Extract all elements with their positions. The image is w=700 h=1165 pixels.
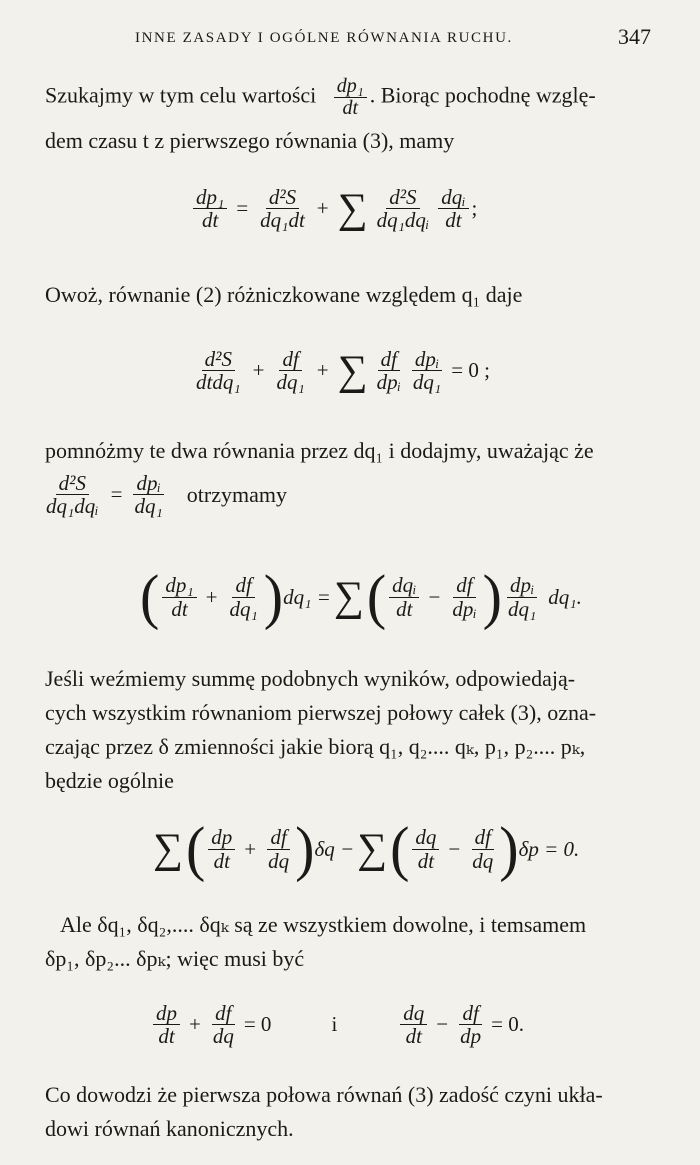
denominator: dt [342,97,359,119]
paragraph-line-8: czając przez δ zmienności jakie biorą q₁, q₂.... qₖ, p₁, p₂.... pₖ, [45,734,586,759]
plus-sign: + [316,358,329,383]
denominator: dtdq₁ [196,370,241,395]
fraction [410,348,444,393]
fraction [193,186,227,231]
denominator: dq₁dqᵢ [46,494,99,519]
summation-sign: ∑ [357,826,388,872]
fraction [43,472,102,517]
equals-sign: = [110,482,123,507]
denominator: dt [171,596,188,621]
numerator: df [212,1002,234,1025]
denominator: dp [460,1024,482,1049]
numerator: df [279,348,301,371]
equation-c [40,472,287,517]
numerator: df [459,1002,481,1025]
numerator: df [453,574,475,597]
numerator: df [378,348,400,371]
numerator: dq [400,1002,427,1025]
text-fragment: . Biorąc pochodnę wzglę- [369,82,596,108]
fraction [208,826,235,871]
equation-rhs: = 0. [491,1012,524,1037]
summation-sign: ∑ [337,347,368,394]
fraction [438,186,468,231]
numerator: d²S [266,186,299,209]
minus-sign: − [428,584,441,609]
paragraph-line-6: Jeśli weźmiemy summę podobnych wyników, odpowiedają- [45,666,576,691]
equation-e [150,814,580,883]
denominator: dq₁ [276,370,305,395]
numerator: dp₁ [193,186,227,209]
denominator: dt [213,848,230,873]
fraction [457,1002,484,1047]
plus-sign: + [189,1012,201,1037]
right-paren: ) [482,562,502,631]
running-header: INNE ZASADY I OGÓLNE RÓWNANIA RUCHU. [135,30,513,46]
fraction [412,826,439,871]
plus-sign: + [205,584,218,609]
fraction-dp1-dt [334,76,367,119]
summation-sign: ∑ [333,574,364,620]
denominator: dt [405,1024,422,1049]
paragraph-line-10: Ale δq₁, δq₂,.... δqₖ są ze wszystkiem dowolne, i temsamem [60,912,587,937]
numerator: dpᵢ [133,472,163,495]
punctuation: ; [471,196,478,221]
denominator: dq [212,1024,234,1049]
fraction [469,826,496,871]
minus-sign: − [436,1012,449,1037]
fraction [273,348,307,393]
page-number: 347 [618,24,651,49]
right-paren: ) [263,562,284,631]
fraction [265,826,292,871]
numerator: d²S [202,348,235,371]
equation-middle: δq − [314,836,355,861]
numerator: dqᵢ [438,186,468,209]
denominator: dq₁ [507,596,537,621]
equation-b [190,348,490,393]
fraction [400,1002,427,1047]
denominator: dq [268,848,290,873]
denominator: dpᵢ [376,370,401,395]
denominator: dq₁ [134,494,163,519]
numerator: dp₁ [162,574,196,597]
numerator: dpᵢ [412,348,442,371]
denominator: dpᵢ [452,596,477,621]
fraction [193,348,244,393]
numerator: df [267,826,289,849]
denominator: dt [396,596,413,621]
paragraph-line-9: będzie ogólnie [45,768,174,793]
paragraph-line-4: pomnóżmy te dwa równania przez dq₁ i dodajmy, uważając że [45,438,594,463]
denominator: dq₁ [412,370,442,395]
fraction [374,348,404,393]
fraction [449,574,479,619]
bleed-through-text [170,4,175,21]
paragraph-line-12: Co dowodzi że pierwsza połowa równań (3) zadość czyni ukła- [45,1082,603,1107]
numerator: df [472,826,494,849]
equals-sign: = [236,196,249,221]
denominator: dt [417,848,435,873]
denominator: dt [201,208,219,233]
conjunction: i [331,1012,338,1037]
numerator: d²S [56,472,89,495]
equation-tail: dq₁. [548,584,582,609]
equation-a [190,186,477,231]
numerator: dqᵢ [389,574,419,597]
numerator: d²S [386,186,419,209]
summation-sign: ∑ [153,826,183,872]
paragraph-line-1 [45,76,596,119]
text-fragment: Szukajmy w tym celu wartości [45,82,317,108]
fraction [505,574,539,619]
numerator: df [232,574,254,597]
denominator: dt [158,1024,175,1049]
numerator: dp [153,1002,180,1025]
equation-tail: δp = 0. [518,836,580,861]
equation-middle: dq₁ = [283,584,331,609]
paragraph-line-3: Owoż, równanie (2) różniczkowane względem q₁ daje [45,282,523,307]
paragraph-line-2: dem czasu t z pierwszego równania (3), mamy [45,128,455,153]
paragraph-line-11: δp₁, δp₂... δpₖ; więc musi być [45,946,305,971]
fraction [131,472,165,517]
left-paren: ( [366,562,387,631]
right-paren: ) [295,814,315,883]
paragraph-line-13: dowi równań kanonicznych. [45,1116,294,1141]
paragraph-line-7: cych wszystkim równaniom pierwszej połowy całek (3), ozna- [45,700,597,725]
equation-rhs: = 0 ; [451,358,490,383]
denominator: dq₁dt [260,208,305,233]
left-paren: ( [185,814,206,883]
fraction [153,1002,180,1047]
left-paren: ( [390,814,410,883]
equation-d [140,562,582,631]
fraction [162,574,196,619]
denominator: dq [472,848,494,873]
minus-sign: − [448,836,461,861]
plus-sign: + [316,196,329,221]
right-paren: ) [499,814,519,883]
fraction [257,186,308,231]
fraction [374,186,433,231]
denominator: dq₁dqᵢ [376,208,430,233]
fraction [389,574,419,619]
numerator: dpᵢ [507,574,537,597]
text-fragment: otrzymamy [186,481,287,507]
denominator: dt [445,208,462,233]
plus-sign: + [252,358,265,383]
fraction [226,574,260,619]
numerator: dq [412,826,439,849]
plus-sign: + [244,836,257,861]
equation-f [150,1002,524,1047]
summation-sign: ∑ [337,185,368,232]
numerator: dp₁ [334,76,367,98]
numerator: dp [208,826,235,849]
equation-rhs: = 0 [243,1012,272,1037]
left-paren: ( [140,562,160,631]
fraction [210,1002,237,1047]
denominator: dq₁ [229,596,258,621]
